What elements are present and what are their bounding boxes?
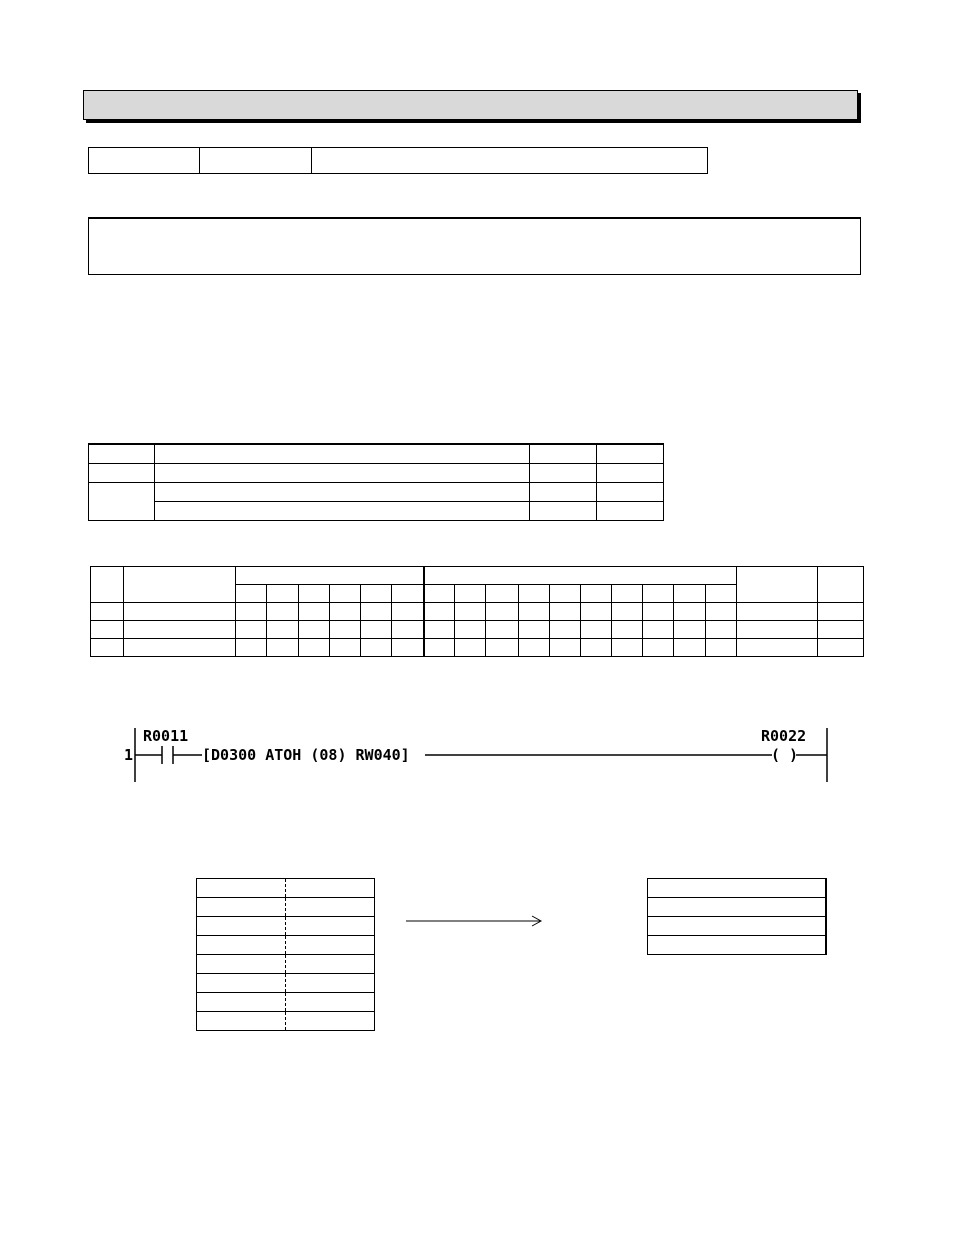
parameter-table	[88, 443, 664, 521]
table-cell	[89, 483, 155, 521]
table-row	[89, 464, 664, 483]
table-cell	[611, 585, 642, 603]
table-cell	[89, 444, 155, 464]
table-cell	[155, 483, 530, 502]
table-cell	[518, 585, 549, 603]
source-table	[196, 878, 375, 1031]
table-cell	[235, 567, 424, 585]
table-row	[197, 879, 375, 898]
table-cell	[530, 502, 597, 521]
table-cell	[580, 585, 611, 603]
table-cell	[155, 444, 530, 464]
table-cell	[89, 464, 155, 483]
table-cell	[530, 483, 597, 502]
table-row	[197, 1012, 375, 1031]
table-row	[197, 917, 375, 936]
table-row	[197, 936, 375, 955]
table-row	[648, 898, 826, 917]
table-cell	[642, 585, 673, 603]
table-row	[197, 974, 375, 993]
table-row	[91, 621, 864, 639]
ladder-diagram	[120, 722, 835, 784]
contact-label: R0011	[143, 727, 189, 745]
instruction-text: [D0300 ATOH (08) RW040]	[202, 746, 410, 764]
table-cell	[124, 567, 235, 603]
table-cell	[706, 585, 737, 603]
table-cell	[597, 483, 664, 502]
arrow-right-icon	[406, 912, 546, 930]
condition-table	[90, 566, 864, 657]
table-cell	[424, 585, 455, 603]
table-cell	[266, 585, 298, 603]
table-row	[197, 993, 375, 1012]
table-cell	[737, 567, 817, 603]
table-row	[89, 483, 664, 502]
table-row	[89, 502, 664, 521]
table-row	[89, 444, 664, 464]
table-cell	[486, 585, 518, 603]
table-cell	[392, 585, 424, 603]
table-cell	[549, 585, 580, 603]
destination-table	[647, 878, 827, 955]
header-row	[88, 147, 708, 174]
table-row	[648, 936, 826, 955]
table-cell	[329, 585, 360, 603]
table-row	[648, 879, 826, 898]
table-cell	[298, 585, 329, 603]
table-cell	[155, 502, 530, 521]
coil-symbol: ( )	[771, 746, 799, 764]
table-cell	[455, 585, 486, 603]
table-header-row	[91, 567, 864, 585]
table-cell	[530, 464, 597, 483]
table-cell	[597, 444, 664, 464]
title-bar	[83, 90, 858, 120]
table-row	[91, 603, 864, 621]
table-cell	[597, 464, 664, 483]
coil-label: R0022	[761, 727, 807, 745]
description-box	[88, 217, 861, 275]
table-cell	[674, 585, 706, 603]
header-cell-2	[200, 148, 312, 173]
table-cell	[91, 567, 124, 603]
table-cell	[530, 444, 597, 464]
table-row	[91, 639, 864, 657]
header-cell-1	[89, 148, 200, 173]
table-cell	[424, 567, 737, 585]
rung-number: 1	[124, 746, 134, 764]
table-row	[648, 917, 826, 936]
header-cell-3	[312, 148, 707, 173]
table-cell	[597, 502, 664, 521]
table-cell	[817, 567, 863, 603]
table-cell	[155, 464, 530, 483]
table-cell	[235, 585, 266, 603]
table-row	[197, 898, 375, 917]
table-cell	[360, 585, 391, 603]
table-row	[197, 955, 375, 974]
